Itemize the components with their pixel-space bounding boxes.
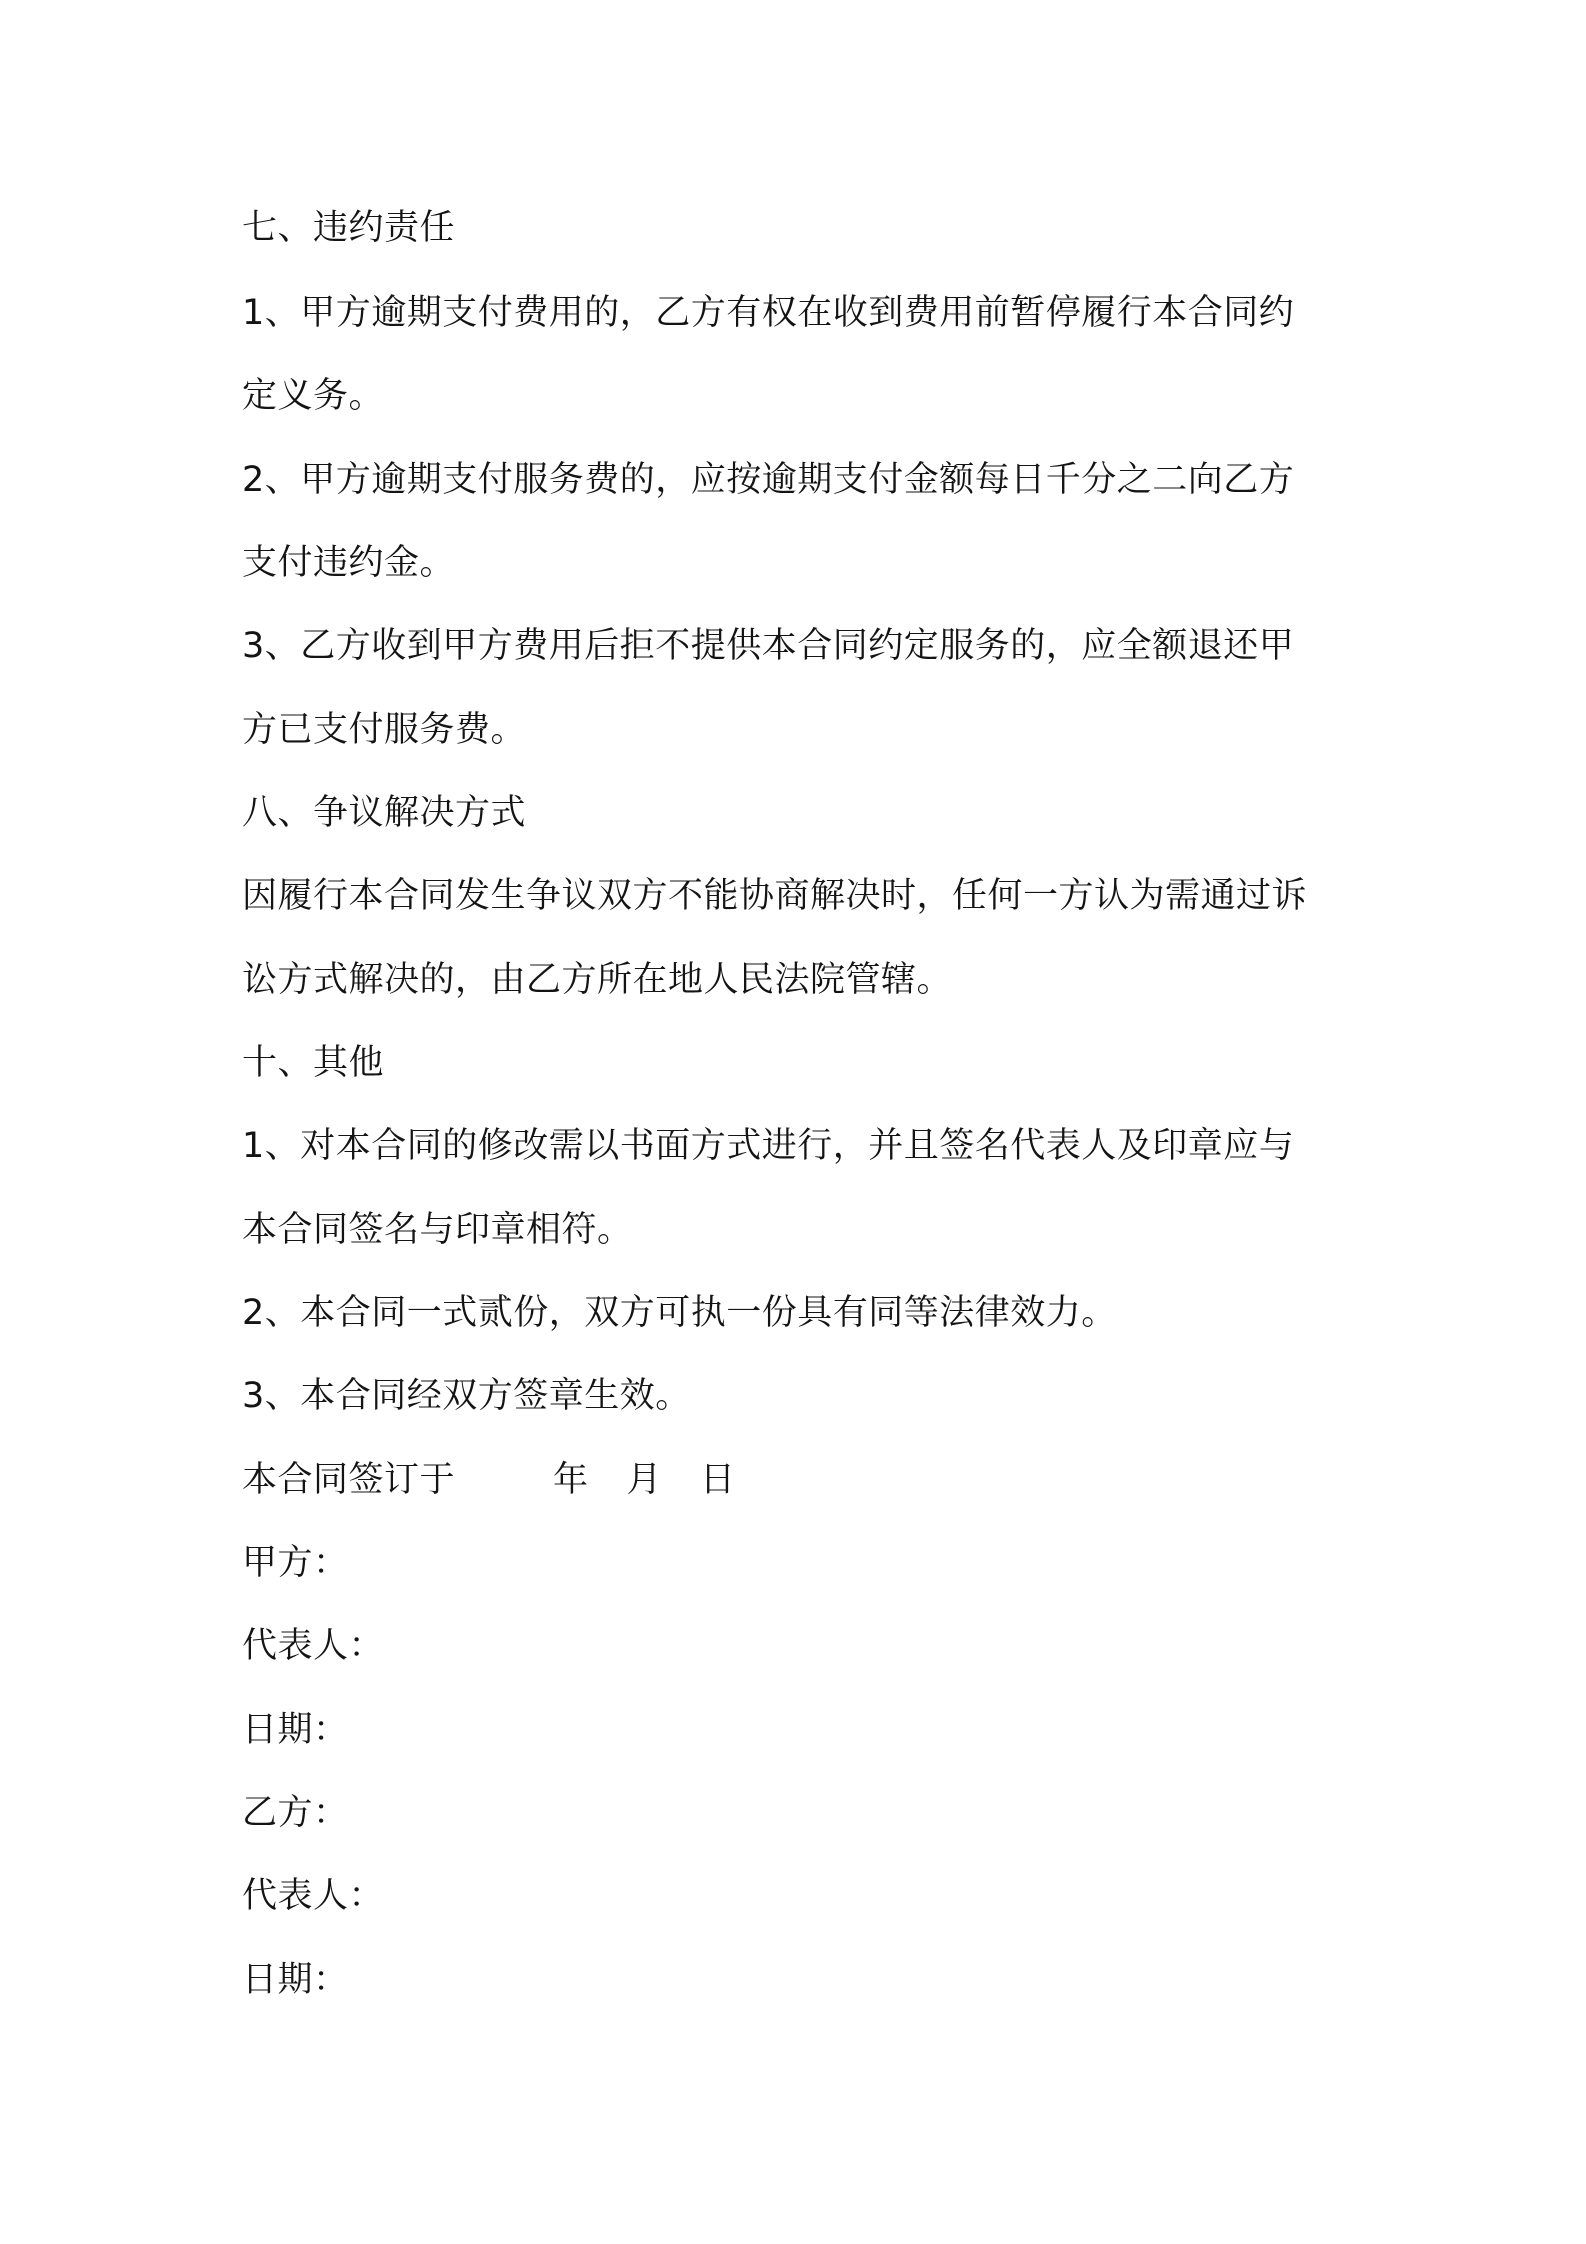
section-8-text-line-2: 讼方式解决的，由乙方所在地人民法院管辖。 xyxy=(242,960,953,1000)
section-7-clause-2-line-2: 支付违约金。 xyxy=(242,543,456,583)
section-7-clause-1-line-2: 定义务。 xyxy=(242,376,385,416)
section-8-heading: 八、争议解决方式 xyxy=(242,793,527,833)
section-7-clause-3-line-2: 方已支付服务费。 xyxy=(242,710,527,750)
section-10-heading: 十、其他 xyxy=(242,1043,385,1083)
section-10-clause-1-line-1: 1、对本合同的修改需以书面方式进行，并且签名代表人及印章应与 xyxy=(242,1126,1295,1166)
section-10-clause-1-line-2: 本合同签名与印章相符。 xyxy=(242,1210,633,1250)
party-b-date: 日期： xyxy=(242,1960,349,2000)
party-b-representative: 代表人： xyxy=(242,1876,385,1916)
section-10-clause-3: 3、本合同经双方签章生效。 xyxy=(242,1376,691,1416)
party-a-date: 日期： xyxy=(242,1710,349,1750)
section-7-clause-1-line-1: 1、甲方逾期支付费用的，乙方有权在收到费用前暂停履行本合同约 xyxy=(242,293,1295,333)
signing-day: 日 xyxy=(700,1460,736,1500)
signing-date-line xyxy=(242,1457,736,1503)
section-7-heading: 七、违约责任 xyxy=(242,208,456,248)
section-7-clause-3-line-1: 3、乙方收到甲方费用后拒不提供本合同约定服务的，应全额退还甲 xyxy=(242,626,1295,666)
signing-month: 月 xyxy=(626,1460,663,1500)
section-7-clause-2-line-1: 2、甲方逾期支付服务费的，应按逾期支付金额每日千分之二向乙方 xyxy=(242,460,1295,500)
signing-prefix: 本合同签订于 xyxy=(242,1460,456,1500)
party-a-representative: 代表人： xyxy=(242,1626,385,1666)
signing-year: 年 xyxy=(553,1460,589,1500)
party-a-label: 甲方： xyxy=(242,1543,349,1583)
party-b-label: 乙方： xyxy=(242,1793,349,1833)
section-10-clause-2: 2、本合同一式贰份，双方可执一份具有同等法律效力。 xyxy=(242,1293,1117,1333)
section-8-text-line-1: 因履行本合同发生争议双方不能协商解决时，任何一方认为需通过诉 xyxy=(242,876,1308,916)
